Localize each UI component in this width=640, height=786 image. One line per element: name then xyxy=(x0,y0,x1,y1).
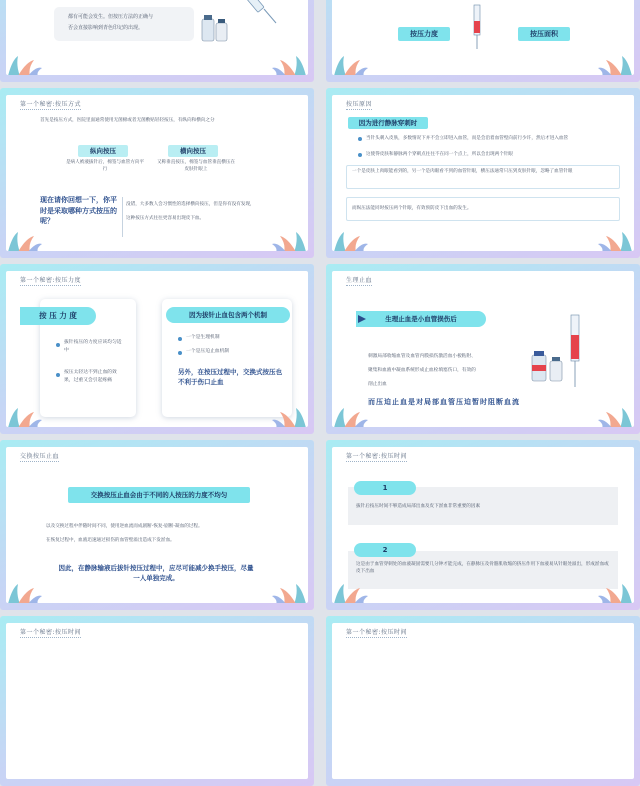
horizontal-press-tag: 横向按压 xyxy=(168,145,218,157)
exchange-press-banner: 交换按压止血会由于不同的人按压的力度不均匀 xyxy=(68,487,250,503)
vertical-press-text: 是病人被液拔针后，棉签与血管方向平行 xyxy=(65,160,145,173)
leaf-decoration-icon xyxy=(270,406,308,427)
answer-text-2: 这种按压方式往往更容易出现皮下血。 xyxy=(126,216,205,221)
syringe-icon xyxy=(568,313,582,389)
leaf-decoration-icon xyxy=(6,54,44,75)
right-bullet-1: 一个是生理机制 xyxy=(186,335,220,340)
bullet-text-2: 这使得皮肤和静脉两个穿刺点往往不在同一个点上，所以会出现两个针眼 xyxy=(366,152,514,157)
bullet-dot xyxy=(56,373,60,377)
slide-10-content xyxy=(332,623,634,779)
slide-2[interactable] xyxy=(326,0,640,82)
info-box-1-text: 一个是皮肤上肉眼能看到的，另一个是肉眼看不到的血管针眼，横压法通常只压到皮肤针眼，忽略了血管针眼 xyxy=(352,169,573,174)
slide-9-content xyxy=(6,623,308,779)
hemostasis-text-2: 聚集和血液中凝血系统形成止血栓填塞伤口，有效的 xyxy=(368,368,476,373)
slide-8-content xyxy=(332,447,634,603)
exchange-conclusion: 因此，在静脉输液后拔针按压过程中，应尽可能减少换手按压，尽量一人单独完成。 xyxy=(58,564,254,583)
slide-header: 第一个秘密:按压方式 xyxy=(20,101,82,108)
slide-header: 第一个秘密:按压力度 xyxy=(20,277,82,284)
medicine-bottle-icon xyxy=(528,341,572,385)
leaf-decoration-icon xyxy=(596,54,634,75)
right-bullet-2: 一个是压迫止血机制 xyxy=(186,349,230,354)
leaf-decoration-icon xyxy=(6,230,44,251)
slide-3[interactable] xyxy=(0,88,314,258)
slide-header: 按压原因 xyxy=(346,101,373,108)
bullet-dot xyxy=(178,351,182,355)
slide-5[interactable] xyxy=(0,264,314,434)
leaf-decoration-icon xyxy=(596,406,634,427)
slide-10[interactable] xyxy=(326,616,640,786)
slide-6-content xyxy=(332,271,634,427)
divider xyxy=(122,197,123,237)
bullet-dot xyxy=(358,153,362,157)
answer-text-1: 没错，大多数人会习惯性的选择横向按压，但是你有没有发现， xyxy=(126,202,255,207)
slide-9[interactable] xyxy=(0,616,314,786)
leaf-decoration-icon xyxy=(270,230,308,251)
slide-3-content xyxy=(6,95,308,251)
mechanism-tag: 因为拔针止血包含两个机制 xyxy=(166,307,290,323)
slide-text-2: 否会直接影响到青色印记的出现。 xyxy=(68,25,144,31)
leaf-decoration-icon xyxy=(6,582,44,603)
syringe-icon xyxy=(234,0,284,29)
compression-text: 而压迫止血是对局部血管压迫暂时阻断血流 xyxy=(368,398,520,406)
slide-4-content xyxy=(332,95,634,251)
exchange-text-1: 以及交换过程中伴随时间不同，使用逆血流而成剧断-恢复-剧断-凝血的过程。 xyxy=(46,524,203,529)
leaf-decoration-icon xyxy=(332,406,370,427)
slide-header: 第一个秘密:按压时间 xyxy=(346,629,408,636)
pressure-force-tag: 按 压 力 度 xyxy=(20,307,96,325)
question-text: 现在请你回想一下，你平时是采取哪种方式按压的呢？ xyxy=(40,196,117,225)
leaf-decoration-icon xyxy=(270,582,308,603)
exchange-text-2: 在恢复过程中，血液迅速通过损伤的血管壁溢出造成下发淤血。 xyxy=(46,538,175,543)
syringe-icon xyxy=(470,3,484,51)
left-bullet-2: 按压太轻达不到止血的效果，过重又会引起疼痛 xyxy=(64,370,117,383)
leaf-decoration-icon xyxy=(596,230,634,251)
horizontal-press-text: 又称垂直按压，棉签与血管垂直横压在皮肤针眼上 xyxy=(156,160,236,173)
slide-5-content xyxy=(6,271,308,427)
slide-8[interactable] xyxy=(326,440,640,610)
leaf-decoration-icon xyxy=(332,582,370,603)
bullet-dot xyxy=(358,137,362,141)
slide-header: 生理止血 xyxy=(346,277,373,284)
leaf-decoration-icon xyxy=(332,54,370,75)
slide-7-content xyxy=(6,447,308,603)
slide-text-1: 都有可能会发生。但按压方法的正确与 xyxy=(68,14,154,20)
hemostasis-text-1: 刺激局部收缩血管及血管内膜损伤激活血小板粘附、 xyxy=(368,354,476,359)
venipuncture-tag: 因为进行静脉穿刺时 xyxy=(348,117,428,129)
slide-1-content xyxy=(6,0,308,75)
leaf-decoration-icon xyxy=(332,230,370,251)
tag-pressure-area: 按压面积 xyxy=(518,27,570,41)
left-bullet-1: 拔针按压的力度应该均匀适中 xyxy=(64,340,122,353)
info-box-2-text: 而纵压法能同时按压两个针眼，有效预防皮下出血的发生。 xyxy=(352,206,472,211)
slide-1[interactable] xyxy=(0,0,314,82)
number-tag-2: 2 xyxy=(354,543,416,557)
slide-6[interactable] xyxy=(326,264,640,434)
hemostasis-text-3: 削止出血 xyxy=(368,382,387,387)
leaf-decoration-icon xyxy=(596,582,634,603)
leaf-decoration-icon xyxy=(270,54,308,75)
tag-pressure-force: 按压力度 xyxy=(398,27,450,41)
item-text-1: 拔针后按压时间不够造成局部出血及皮下淤血非常重要的因素 xyxy=(356,504,481,509)
conclusion-text: 另外，在按压过程中，交换式按压也不利于伤口止血 xyxy=(178,368,282,387)
medicine-bottle-icon xyxy=(196,5,236,45)
slide-header: 第一个秘密:按压时间 xyxy=(20,629,82,636)
bullet-text-1: 当针头刺入皮肤，多数情况下并不会立即进入血管，而是会沿着血管壁向前行少许，然后才进入血管 xyxy=(366,136,569,141)
slide-header: 第一个秘密:按压时间 xyxy=(346,453,408,460)
leaf-decoration-icon xyxy=(6,406,44,427)
vertical-press-tag: 纵向按压 xyxy=(78,145,128,157)
intro-text: 首先是按压方式，医院里面通常使用无菌棉或者无菌敷贴轻轻按压，有纵向和横向之分 xyxy=(40,118,215,123)
slide-4[interactable] xyxy=(326,88,640,258)
hemostasis-tag: 生理止血是小血管损伤后 xyxy=(356,311,486,327)
bullet-dot xyxy=(56,343,60,347)
item-text-2: 这是由于血管穿刺处的血液凝固需要几分钟才能完成，在静脉压及骨骼肌收缩的挤压作用下血液易从针眼处溢出，形成淤血或皮下出血 xyxy=(356,562,609,575)
slide-header: 交换按压止血 xyxy=(20,453,60,460)
slide-7[interactable] xyxy=(0,440,314,610)
triangle-marker-icon xyxy=(358,315,366,323)
slide-2-content xyxy=(332,0,634,75)
number-tag-1: 1 xyxy=(354,481,416,495)
bullet-dot xyxy=(178,337,182,341)
